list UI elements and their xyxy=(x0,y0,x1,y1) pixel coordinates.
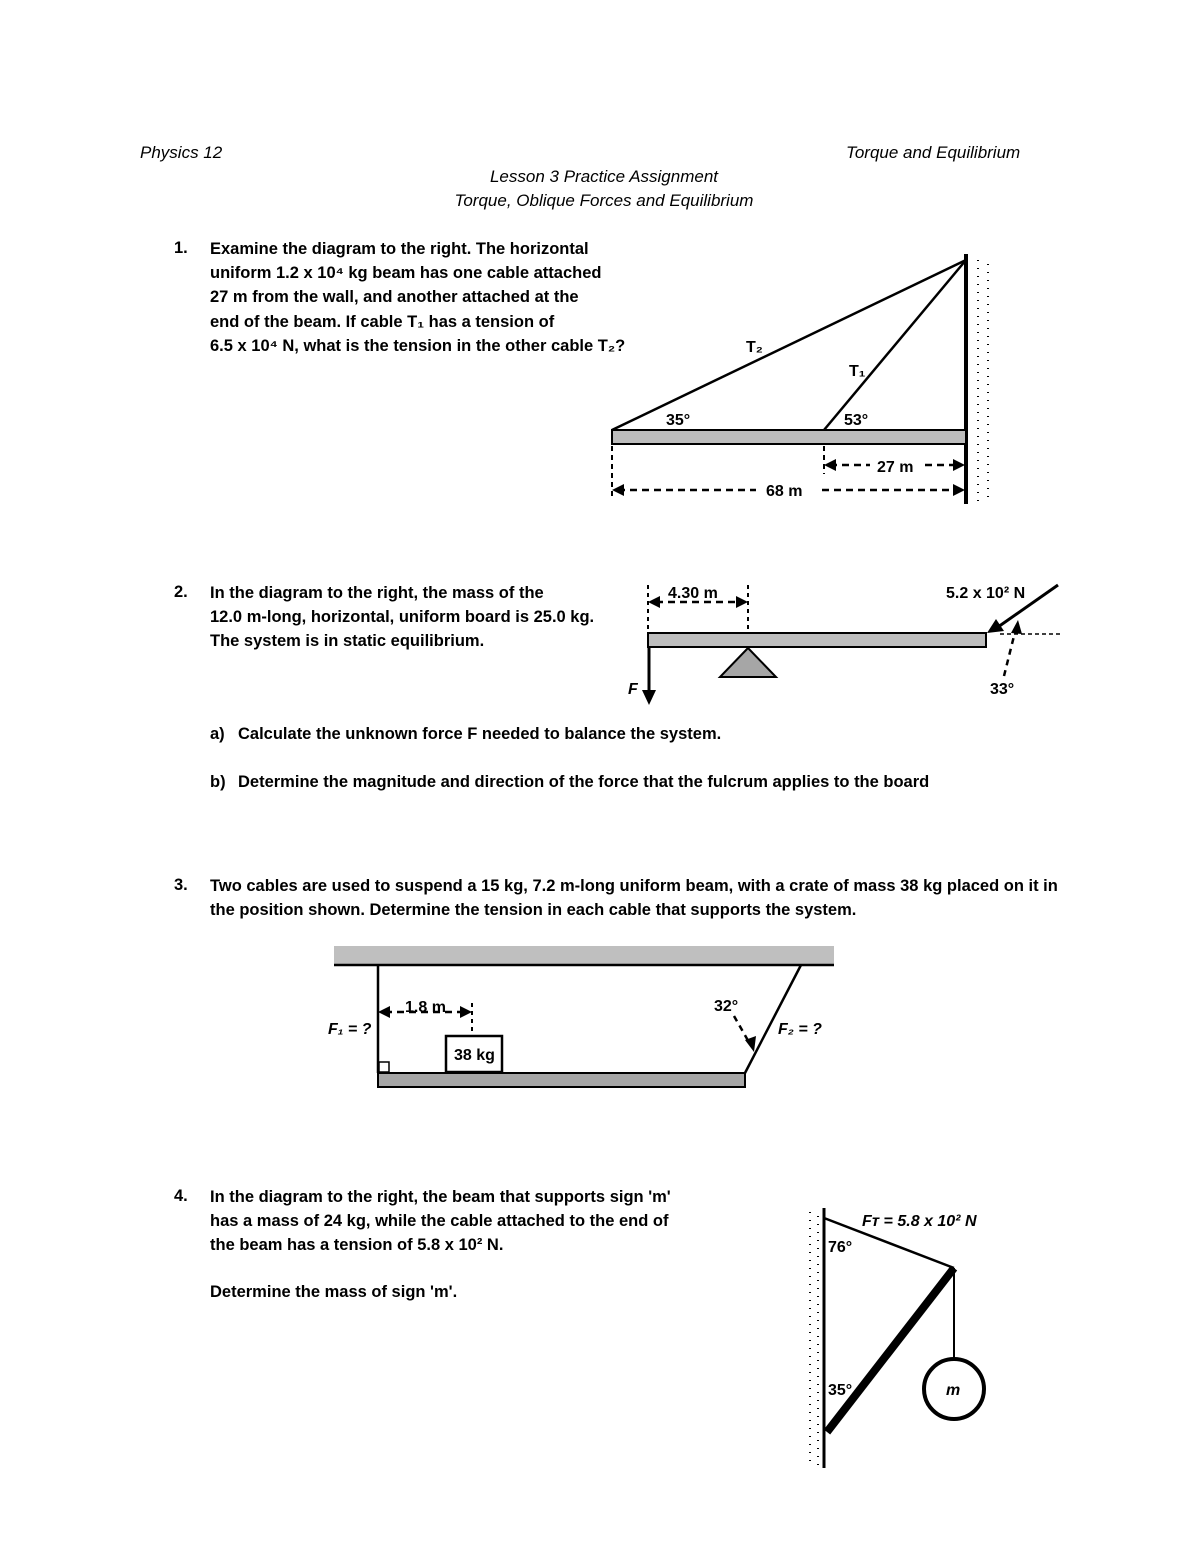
label-t2: T₂ xyxy=(746,339,763,356)
label-ft: Fᴛ = 5.8 x 10² N xyxy=(862,1213,977,1230)
angle-35: 35° xyxy=(666,412,691,429)
question-1-line: uniform 1.2 x 10⁴ kg beam has one cable attached xyxy=(210,264,602,283)
question-1-line: 6.5 x 10⁴ N, what is the tension in the other cable T₂? xyxy=(210,336,626,355)
question-3-line: the position shown. Determine the tension in each cable that supports the system. xyxy=(210,901,857,920)
question-3-line: Two cables are used to suspend a 15 kg, 7.2 m-long uniform beam, with a crate of mass 38 kg placed on it in xyxy=(210,877,1058,895)
lesson-subtitle: Torque, Oblique Forces and Equilibrium xyxy=(454,191,754,210)
question-2-number: 2. xyxy=(174,583,188,601)
question-2-line: The system is in static equilibrium. xyxy=(210,632,485,651)
question-1-line: Examine the diagram to the right. The horizontal xyxy=(210,240,589,258)
question-4-number: 4. xyxy=(174,1187,188,1205)
question-4-line: the beam has a tension of 5.8 x 10² N. xyxy=(210,1236,504,1255)
dim-27m: 27 m xyxy=(877,459,914,476)
question-2-line: In the diagram to the right, the mass of the xyxy=(210,584,544,602)
question-1-number: 1. xyxy=(174,239,188,257)
sign-label: m xyxy=(946,1382,961,1399)
crate-label: 38 kg xyxy=(454,1047,495,1064)
angle-76: 76° xyxy=(828,1239,853,1256)
angle-32: 32° xyxy=(714,998,739,1015)
question-1-line: end of the beam. If cable T₁ has a tension of xyxy=(210,312,555,331)
lesson-title: Lesson 3 Practice Assignment xyxy=(489,167,719,186)
label-t1: T₁ xyxy=(849,363,866,380)
label-f1: F₁ = ? xyxy=(328,1021,372,1038)
label-f: F xyxy=(628,681,638,698)
question-1-line: 27 m from the wall, and another attached at the xyxy=(210,288,579,307)
question-4-line: In the diagram to the right, the beam that supports sign 'm' xyxy=(210,1188,671,1206)
label-force-applied: 5.2 x 10² N xyxy=(946,585,1026,602)
angle-53: 53° xyxy=(844,412,869,429)
question-3-number: 3. xyxy=(174,876,188,894)
header-right: Torque and Equilibrium xyxy=(846,143,1021,162)
part-b-text: Determine the magnitude and direction of the force that the fulcrum applies to the board xyxy=(238,773,930,791)
question-2-line: 12.0 m-long, horizontal, uniform board is 25.0 kg. xyxy=(210,608,595,627)
angle-33: 33° xyxy=(990,681,1015,698)
part-a-label: a) xyxy=(210,725,225,743)
header-left: Physics 12 xyxy=(140,143,223,162)
angle-35-q4: 35° xyxy=(828,1382,853,1399)
label-f2: F₂ = ? xyxy=(778,1021,822,1038)
question-4-instruction: Determine the mass of sign 'm'. xyxy=(210,1283,458,1301)
dim-18m: 1.8 m xyxy=(405,999,446,1016)
dim-68m: 68 m xyxy=(766,483,803,500)
question-4-line: has a mass of 24 kg, while the cable attached to the end of xyxy=(210,1212,669,1231)
part-b-label: b) xyxy=(210,773,226,791)
dim-430: 4.30 m xyxy=(668,585,718,602)
part-a-text: Calculate the unknown force F needed to balance the system. xyxy=(238,725,722,743)
